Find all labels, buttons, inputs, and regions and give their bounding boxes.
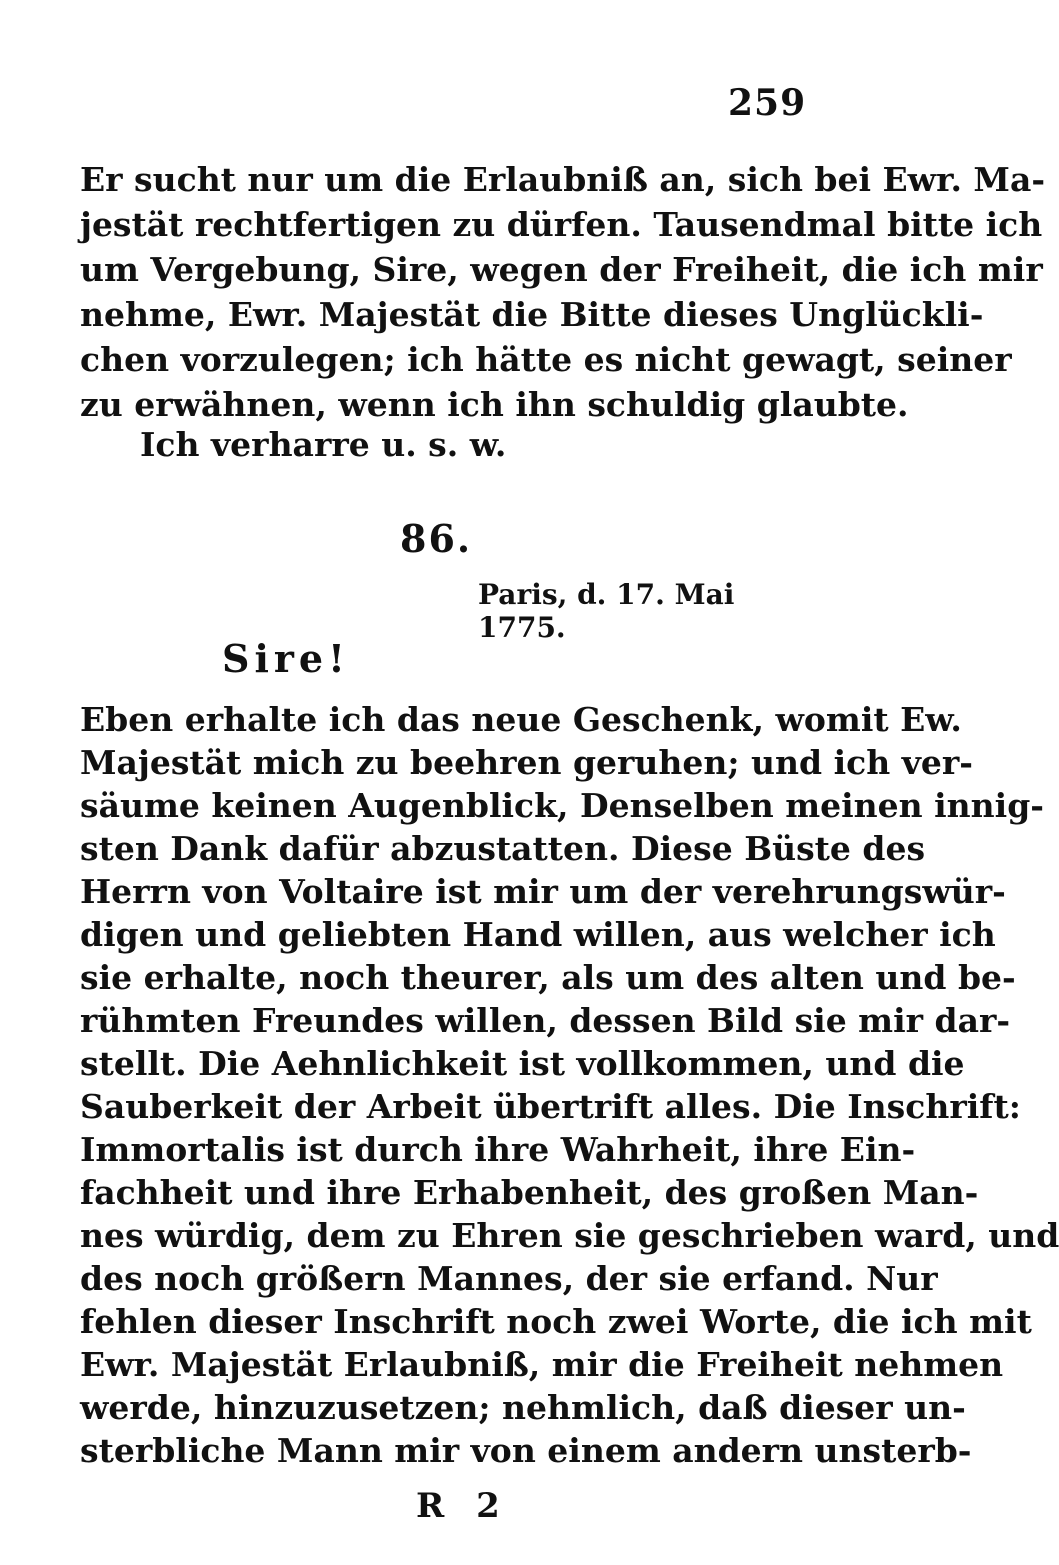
text-line: rühmten Freundes willen, dessen Bild sie mir dar- <box>80 1001 1011 1040</box>
signature-mark: R 2 <box>416 1486 510 1526</box>
closing-formula: Ich verharre u. s. w. <box>140 425 507 464</box>
text-line: werde, hinzuzusetzen; nehmlich, daß dieser un- <box>80 1388 966 1427</box>
text-line: Majestät mich zu beehren geruhen; und ich ver- <box>80 743 973 782</box>
page-number: 259 <box>728 82 807 124</box>
text-line: säume keinen Augenblick, Denselben meinen innig- <box>80 786 1044 825</box>
text-line: um Vergebung, Sire, wegen der Freiheit, die ich mir <box>80 250 1043 289</box>
text-line: Eben erhalte ich das neue Geschenk, womit Ew. <box>80 700 962 739</box>
text-line: Herrn von Voltaire ist mir um der verehrungswür- <box>80 872 1006 911</box>
text-line: nes würdig, dem zu Ehren sie geschrieben ward, und <box>80 1216 1059 1255</box>
text-line: stellt. Die Aehnlichkeit ist vollkommen, und die <box>80 1044 965 1083</box>
text-line: Sauberkeit der Arbeit übertrift alles. Die Inschrift: <box>80 1087 1021 1126</box>
text-line: digen und geliebten Hand willen, aus welcher ich <box>80 915 996 954</box>
text-line: sten Dank dafür abzustatten. Diese Büste des <box>80 829 926 868</box>
text-line: fachheit und ihre Erhabenheit, des großen Man- <box>80 1173 979 1212</box>
text-line: Er sucht nur um die Erlaubniß an, sich bei Ewr. Ma- <box>80 160 1046 199</box>
text-line: Ewr. Majestät Erlaubniß, mir die Freiheit nehmen <box>80 1345 1004 1384</box>
text-line: zu erwähnen, wenn ich ihn schuldig glaubte. <box>80 385 909 424</box>
text-line: fehlen dieser Inschrift noch zwei Worte, die ich mit <box>80 1302 1032 1341</box>
text-line: chen vorzulegen; ich hätte es nicht gewagt, seiner <box>80 340 1012 379</box>
text-line: Immortalis ist durch ihre Wahrheit, ihre Ein- <box>80 1130 916 1169</box>
letter-number: 86. <box>400 516 473 561</box>
text-line: sterbliche Mann mir von einem andern unsterb- <box>80 1431 972 1470</box>
text-line: nehme, Ewr. Majestät die Bitte dieses Unglückli- <box>80 295 984 334</box>
dateline: Paris, d. 17. Mai 1775. <box>478 578 735 644</box>
text-line: des noch größern Mannes, der sie erfand. Nur <box>80 1259 938 1298</box>
salutation: Sire! <box>222 636 350 681</box>
text-line: jestät rechtfertigen zu dürfen. Tausendmal bitte ich <box>80 205 1043 244</box>
text-line: sie erhalte, noch theurer, als um des alten und be- <box>80 958 1016 997</box>
